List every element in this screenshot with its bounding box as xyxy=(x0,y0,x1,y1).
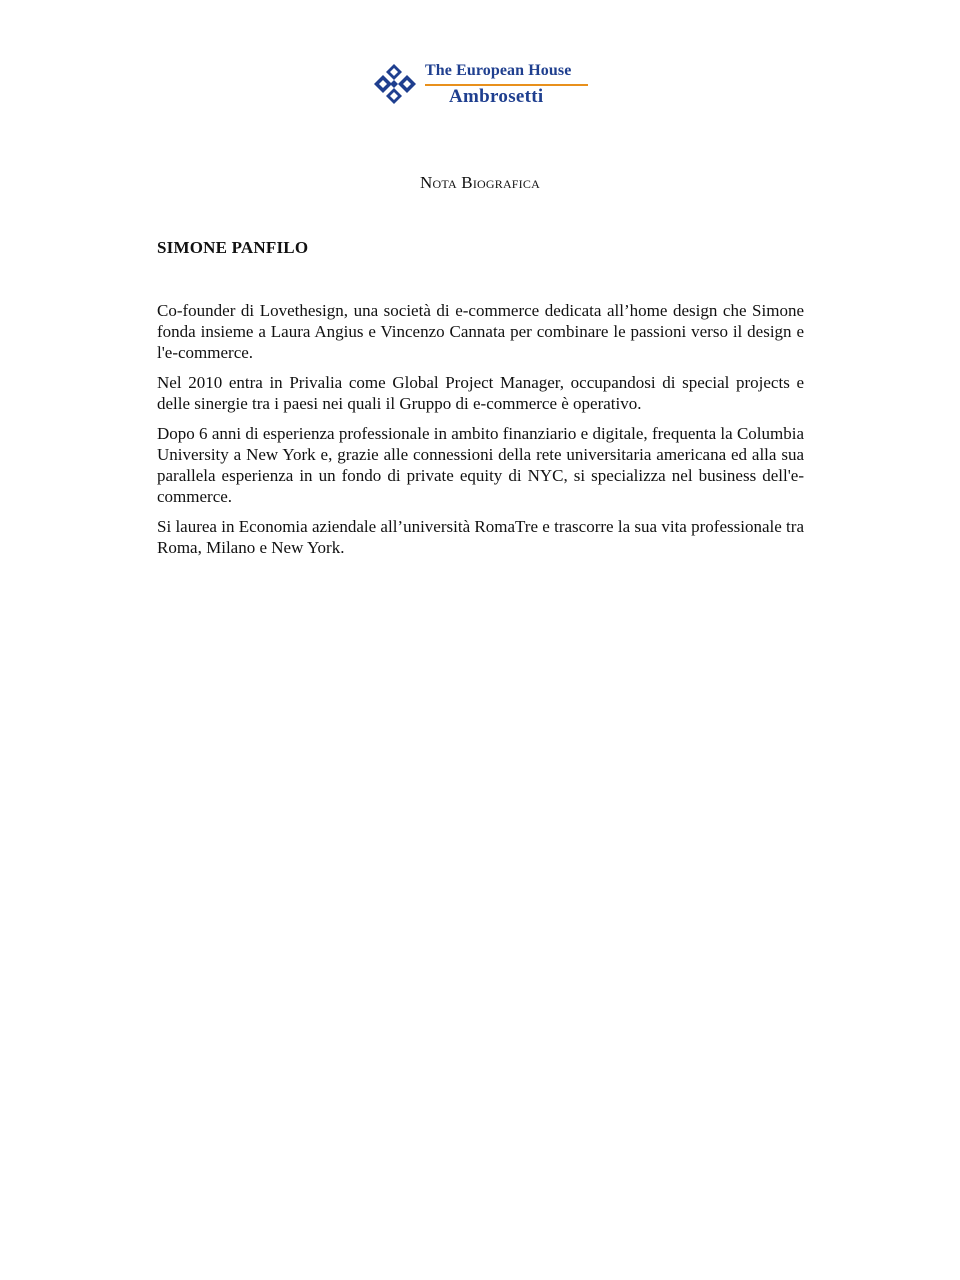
logo-wordmark-line2: Ambrosetti xyxy=(449,86,544,107)
bio-paragraph: Nel 2010 entra in Privalia come Global Project Manager, occupandosi di special projects e delle sinergie tra i paesi nei quali il Gruppo di e-commerce è operativo. xyxy=(157,373,804,413)
bio-paragraph: Co-founder di Lovethesign, una società di e-commerce dedicata all’home design che Simone fonda insieme a Laura Angius e Vincenzo Cannata per combinare le passioni verso il design e l'e-commerce. xyxy=(157,301,804,362)
interlocking-squares-icon xyxy=(372,64,420,104)
biography-body xyxy=(157,300,804,567)
company-logo xyxy=(372,62,592,110)
person-name: SIMONE PANFILO xyxy=(157,238,309,257)
logo-wordmark-line1: The European House xyxy=(425,62,572,79)
bio-paragraph: Dopo 6 anni di esperienza professionale in ambito finanziario e digitale, frequenta la Columbia University a New York e, grazie alle connessioni della rete universitaria americana ed alla sua parallela esperienza in un fondo di private equity di NYC, si specializza nel business dell'e-commerce. xyxy=(157,424,804,506)
document-title: Nota Biografica xyxy=(420,173,540,192)
bio-paragraph: Si laurea in Economia aziendale all’università RomaTre e trascorre la sua vita professionale tra Roma, Milano e New York. xyxy=(157,517,804,557)
